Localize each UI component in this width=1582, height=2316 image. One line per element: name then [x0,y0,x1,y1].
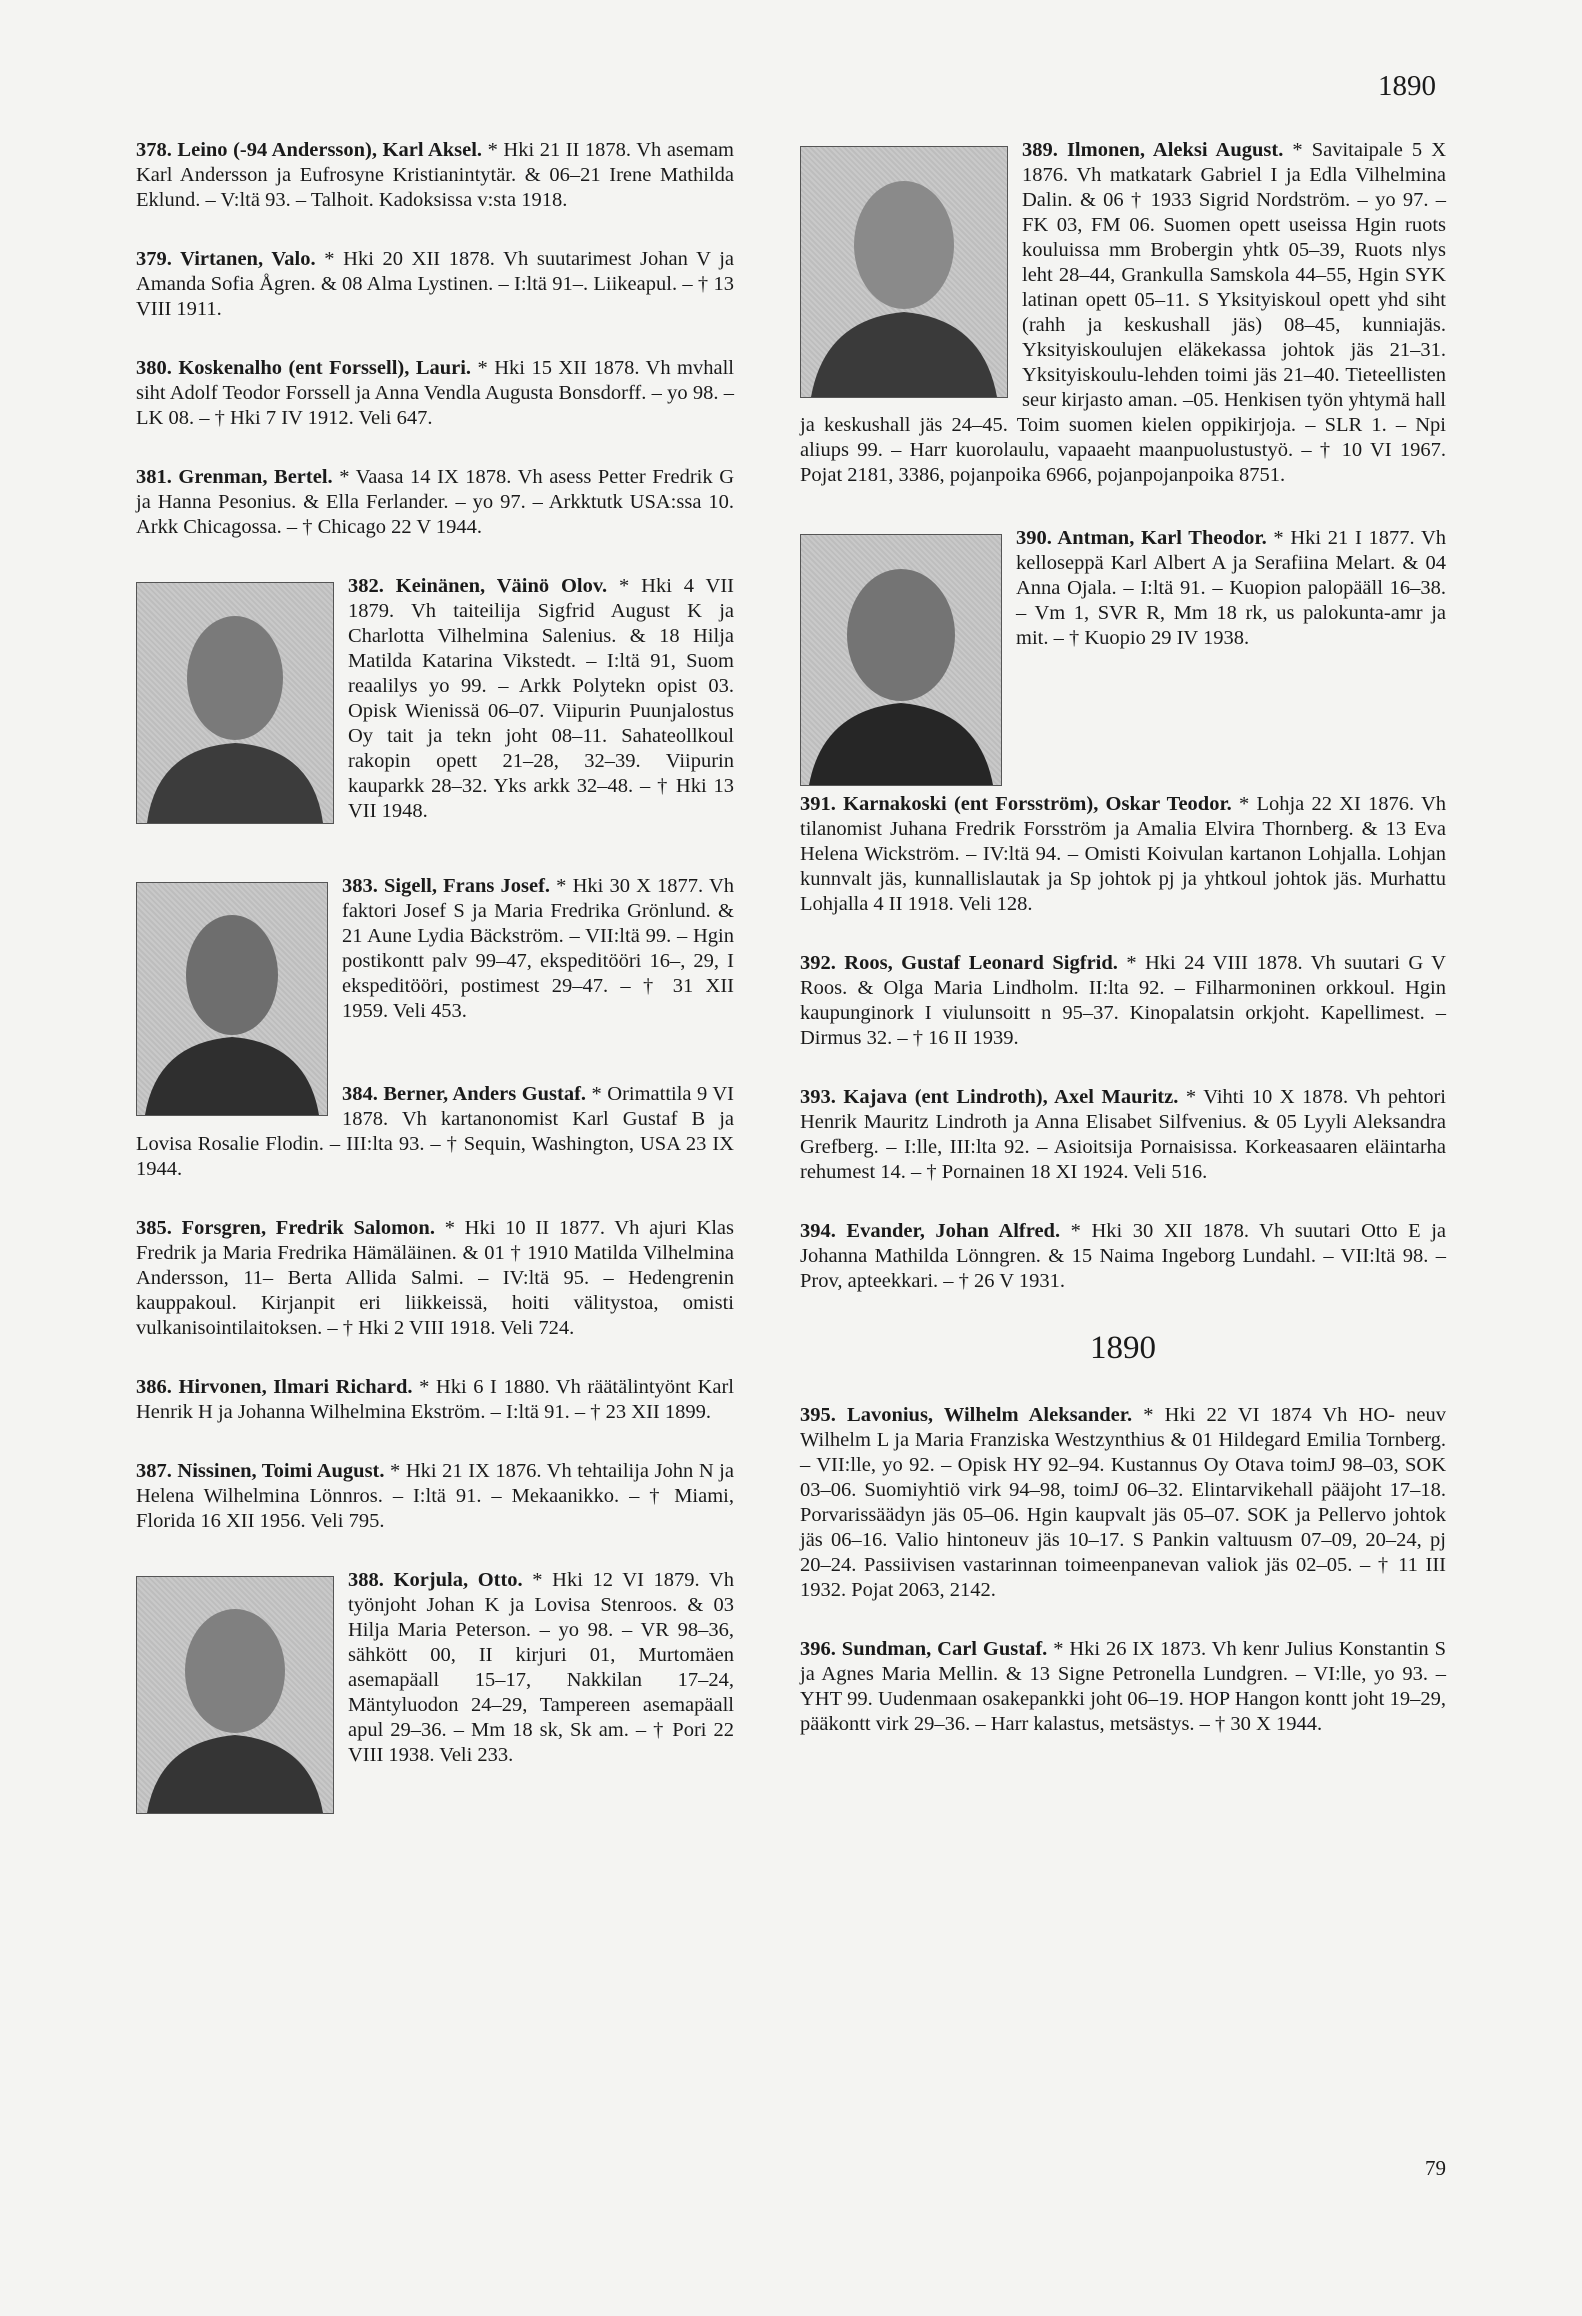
entry-386 [136,1375,734,1425]
portrait-photo [800,534,1002,786]
entry-heading: 381. Grenman, Bertel. [136,466,333,488]
portrait-photo [136,882,328,1116]
entry-heading: 378. Leino (-94 Andersson), Karl Aksel. [136,139,483,161]
entry-text: * Hki 21 IX 1876. Vh tehtailija John N ja Helena Wilhelmina Lönnros. – I:ltä 91. – Mekaanikko. – † Miami, Florida 16 XII 1956. Veli 795. [136,1460,734,1532]
entry-383 [136,874,734,1024]
entry-heading: 387. Nissinen, Toimi August. [136,1460,385,1482]
entry-379 [136,247,734,322]
entry-396 [800,1637,1446,1737]
entry-394 [800,1219,1446,1294]
portrait-photo [136,1576,334,1814]
entry-heading: 379. Virtanen, Valo. [136,248,316,270]
entry-text: * Hki 12 VI 1879. Vh työnjoht Johan K ja Lovisa Stenroos. & 03 Hilja Maria Peterson. – yo 98. – VR 98–36, sähkött 00, II kirjuri 01, Murtomäen asemapäall 15–17, Nakkilan 17–24, Mäntyluodon 24–29, Tampereen asemapäall apul 29–36. – Mm 18 sk, Sk am. – † Pori 22 VIII 1938. Veli 233. [348,1569,734,1766]
entry-heading: 392. Roos, Gustaf Leonard Sigfrid. [800,952,1118,974]
entry-heading: 380. Koskenalho (ent Forssell), Lauri. [136,357,472,379]
left-column [136,138,734,1820]
portrait-icon [801,535,1001,785]
entry-392 [800,951,1446,1051]
entry-text: * Hki 6 I 1880. Vh räätälintyönt Karl Henrik H ja Johanna Wilhelmina Ekström. – I:ltä 91. – † 23 XII 1899. [136,1376,735,1423]
entry-text: * Orimattila 9 VI 1878. Vh kartanonomist Karl Gustaf B ja Lovisa Rosalie Flodin. – III:lta 93. – † Sequin, Washington, USA 23 IX 1944. [136,1083,734,1180]
portrait-photo [800,146,1008,398]
entry-393 [800,1085,1446,1185]
entry-heading: 396. Sundman, Carl Gustaf. [800,1638,1048,1660]
running-head: 1890 [1378,70,1436,102]
entry-heading: 391. Karnakoski (ent Forsström), Oskar Teodor. [800,793,1232,815]
entry-heading: 385. Forsgren, Fredrik Salomon. [136,1217,435,1239]
entry-text: * Lohja 22 XI 1876. Vh tilanomist Juhana Fredrik Forsström ja Amalia Elvira Thornberg. & 13 Eva Helena Wickström. – IV:ltä 94. – Omisti Koivulan kartanon Lohjalla. Lohjan kunnvalt jäs, kunnallislautak ja Sp johtok pj ja yhtkoul johtok jäs. Murhattu Lohjalla 4 II 1918. Veli 128. [800,793,1446,915]
portrait-icon [801,147,1007,397]
entry-text: * Hki 20 XII 1878. Vh suutarimest Johan V ja Amanda Sofia Ågren. & 08 Alma Lystinen. – I:ltä 91–. Liikeapul. – † 13 VIII 1911. [136,248,734,320]
entry-text: * Savitaipale 5 X 1876. Vh matkatark Gabriel I ja Edla Vilhelmina Dalin. & 06 † 1933 Sigrid Nordström. – yo 97. – FK 03, FM 06. Suomen opett useissa Hgin ruots kouluissa mm Brobergin yhtk 05–39, Ruots nlys leht 28–44, Grankulla Samskola 44–55, Hgin SYK latinan opett 05–11. S Yksityiskoul opett yhd siht (rahh ja keskushall jäs) 08–45, kunniajäs. Yksityiskoulujen eläkekassa johtok jäs 21–31. Yksityiskoulu-lehden toimi jäs 21–40. Tieteellisten seur kirjasto aman. –05. Henkisen työn yhtymä hall ja keskushall jäs 24–45. Toim suomen kielen oppikirjoja. – SLR 1. – Npi aliups 99. – Harr kuorolaulu, vapaaeht maanpuolustustyö. – † 10 VI 1967. Pojat 2181, 3386, pojanpoika 6966, pojanpojanpoika 8751. [800,139,1446,486]
portrait-icon [137,883,327,1115]
entry-text: * Hki 10 II 1877. Vh ajuri Klas Fredrik ja Maria Fredrika Hämäläinen. & 01 † 1910 Matilda Vilhelmina Andersson, 11– Berta Allida Salmi. – IV:ltä 95. – Hedengrenin kauppakoul. Kirjanpit eri liikkeissä, hoiti välitystoa, omisti vulkanisointilaitoksen. – † Hki 2 VIII 1918. Veli 724. [136,1217,734,1339]
entry-heading: 389. Ilmonen, Aleksi August. [1022,139,1284,161]
entry-heading: 390. Antman, Karl Theodor. [1016,527,1267,549]
entry-381 [136,465,734,540]
entry-heading: 394. Evander, Johan Alfred. [800,1220,1061,1242]
entry-389 [800,138,1446,488]
entry-395 [800,1403,1446,1603]
entry-391 [800,792,1446,917]
entry-heading: 388. Korjula, Otto. [348,1569,523,1591]
entry-388 [136,1568,734,1768]
entry-heading: 393. Kajava (ent Lindroth), Axel Mauritz. [800,1086,1179,1108]
entry-390 [800,526,1446,651]
section-heading: 1890 [1090,1330,1156,1366]
entry-text: * Vihti 10 X 1878. Vh pehtori Henrik Mauritz Lindroth ja Anna Elisabet Silfvenius. & 05 Lyyli Aleksandra Grefberg. – I:lle, III:lta 92. – Asioitsija Pornaisissa. Korkeasaaren eläintarha rehumest 14. – † Pornainen 18 XI 1924. Veli 516. [800,1086,1446,1183]
entry-378 [136,138,734,213]
right-column [800,138,1446,1771]
entry-text: * Hki 21 II 1878. Vh asemam Karl Andersson ja Eufrosyne Kristianintytär. & 06–21 Irene Mathilda Eklund. – V:ltä 93. – Talhoit. Kadoksissa v:sta 1918. [136,139,734,211]
entry-385 [136,1216,734,1341]
entry-text: * Hki 21 I 1877. Vh kelloseppä Karl Albert A ja Serafiina Melart. & 04 Anna Ojala. – I:ltä 91. – Kuopion palopääll 16–38. – Vm 1, SVR R, Mm 18 rk, us palokunta-amr ja mit. – † Kuopio 29 IV 1938. [1016,527,1446,649]
entry-text: * Hki 24 VIII 1878. Vh suutari G V Roos. & Olga Maria Lindholm. II:lta 92. – Filharmoninen orkkoul. Hgin kaupunginork I viulunsoitt n 95–37. Kinopalatsin orkjoht. Kapellimest. – Dirmus 32. – † 16 II 1939. [800,952,1446,1049]
portrait-icon [137,1577,333,1813]
entry-text: * Hki 30 XII 1878. Vh suutari Otto E ja Johanna Mathilda Lönngren. & 15 Naima Ingeborg Lundahl. – VII:ltä 98. – Prov, apteekkari. – † 26 V 1931. [800,1220,1446,1292]
entry-heading: 384. Berner, Anders Gustaf. [342,1083,587,1105]
portrait-icon [137,583,333,823]
entry-382 [136,574,734,824]
entry-heading: 382. Keinänen, Väinö Olov. [348,575,608,597]
entry-text: * Hki 4 VII 1879. Vh taiteilija Sigfrid August K ja Charlotta Vilhelmina Salenius. & 18 Hilja Matilda Katarina Vikstedt. – I:ltä 91, Suom reaalilys yo 99. – Arkk Polytekn opist 03. Opisk Wienissä 06–07. Viipurin Puunjalostus Oy tait ja tekn joht 08–11. Sahateollkoul rakopin opett 21–28, 32–39. Viipurin kauparkk 28–32. Yks arkk 32–48. – † Hki 13 VII 1948. [348,575,734,822]
entry-380 [136,356,734,431]
page-number: 79 [1425,2156,1446,2180]
portrait-photo [136,582,334,824]
entry-text: * Hki 26 IX 1873. Vh kenr Julius Konstantin S ja Agnes Maria Mellin. & 13 Signe Petronella Lundgren. – VI:lle, yo 93. – YHT 99. Uudenmaan osakepankki joht 06–19. HOP Hangon kontt joht 19–29, pääkontt virk 29–36. – Harr kalastus, metsästys. – † 30 X 1944. [800,1638,1446,1735]
entry-heading: 386. Hirvonen, Ilmari Richard. [136,1376,413,1398]
entry-heading: 383. Sigell, Frans Josef. [342,875,551,897]
entry-text: * Hki 15 XII 1878. Vh mvhall siht Adolf Teodor Forssell ja Anna Vendla Augusta Bonsdorff. – yo 98. – LK 08. – † Hki 7 IV 1912. Veli 647. [136,357,734,429]
entry-text: * Hki 22 VI 1874 Vh HO- neuv Wilhelm L ja Maria Franziska Westzynthius & 01 Hildegard Emilia Tornberg. – VII:lle, yo 92. – Opisk HY 92–94. Kustannus Oy Otava toimJ 98–03, SOK 03–06. Suomiyhtiö virk 94–98, toimJ 06–32. Elintarvikehall pääjoht 17–18. Porvarissäädyn jäs 05–06. Hgin kaupvalt jäs 05–07. SOK ja Pellervo johtok jäs 06–16. Valio hintoneuv jäs 10–17. S Pankin valtuusm 07–09, 20–24, pj 20–24. Passiivisen vastarinnan toimeenpanevan valiok jäs 02–05. – † 11 III 1932. Pojat 2063, 2142. [800,1404,1446,1601]
entry-text: * Hki 30 X 1877. Vh faktori Josef S ja Maria Fredrika Grönlund. & 21 Aune Lydia Bäckström. – VII:ltä 99. – Hgin postikontt palv 99–47, ekspeditööri 16–, 29, I ekspeditööri, postimest 29–47. – † 31 XII 1959. Veli 453. [342,875,734,1022]
entry-heading: 395. Lavonius, Wilhelm Aleksander. [800,1404,1133,1426]
entry-text: * Vaasa 14 IX 1878. Vh asess Petter Fredrik G ja Hanna Pesonius. & Ella Ferlander. – yo 97. – Arkktutk USA:ssa 10. Arkk Chicagossa. – † Chicago 22 V 1944. [136,466,734,538]
entry-387 [136,1459,734,1534]
